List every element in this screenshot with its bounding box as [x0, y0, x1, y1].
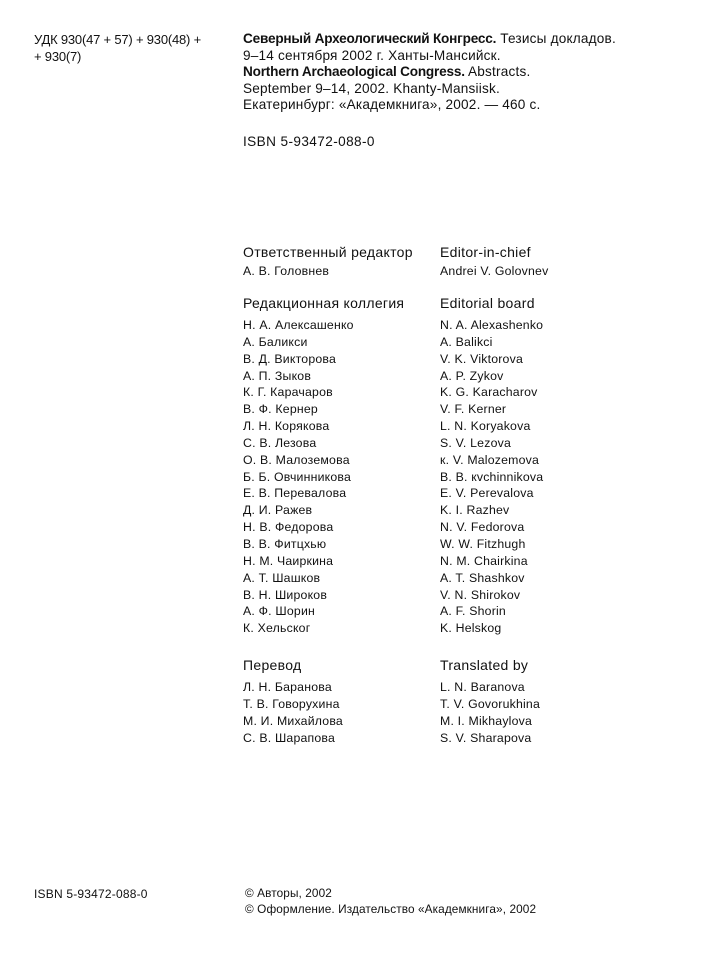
udk-line-1: УДК 930(47 + 57) + 930(48) + [34, 32, 201, 47]
board-member-en: K. I. Razhev [440, 503, 510, 518]
translation-list-ru [243, 679, 343, 746]
board-heading-ru: Редакционная коллегия [243, 295, 405, 311]
board-member-en: V. F. Kerner [440, 402, 507, 417]
board-member-ru: А. Т. Шашков [243, 570, 321, 585]
board-member-en: A. T. Shashkov [440, 570, 525, 585]
board-member-en: K. Helskog [440, 621, 502, 636]
board-member-en: A. Balikci [440, 334, 493, 349]
board-member-ru: Е. В. Перевалова [243, 486, 347, 501]
biblio-subtitle-ru: Тезисы докладов. [496, 31, 616, 46]
translator-ru: М. И. Михайлова [243, 713, 343, 728]
copyright-authors: © Авторы, 2002 [245, 886, 332, 900]
board-member-ru: О. В. Малоземова [243, 452, 350, 467]
copyright-design: © Оформление. Издательство «Академкнига», 2002 [245, 902, 537, 916]
board-member-en: S. V. Lezova [440, 435, 511, 450]
translation-heading-ru: Перевод [243, 657, 302, 673]
board-member-ru: Н. А. Алексашенко [243, 318, 354, 332]
board-member-ru: К. Хельског [243, 621, 311, 636]
board-member-en: V. N. Shirokov [440, 587, 521, 602]
board-member-ru: С. В. Лезова [243, 435, 317, 450]
editor-heading-ru: Ответственный редактор [243, 244, 413, 260]
biblio-dates-en: September 9–14, 2002. Khanty-Mansiisk. [243, 80, 500, 96]
board-member-en: N. V. Fedorova [440, 520, 525, 535]
board-member-en: N. A. Alexashenko [440, 318, 544, 332]
editor-name-ru: А. В. Головнев [243, 264, 330, 278]
board-member-ru: В. В. Фитцхью [243, 536, 327, 551]
biblio-subtitle-en: Abstracts. [464, 64, 531, 79]
biblio-title-ru-line [243, 31, 703, 48]
board-member-en: N. M. Chairkina [440, 553, 528, 568]
board-list-en [440, 317, 543, 637]
editor-items-en [440, 263, 548, 280]
translator-ru: С. В. Шарапова [243, 730, 336, 745]
board-member-ru: Н. М. Чаиркина [243, 553, 334, 568]
board-member-en: B. B. кvchinnikova [440, 469, 544, 484]
board-member-en: A. F. Shorin [440, 604, 506, 619]
board-member-ru: А. Ф. Шорин [243, 604, 316, 619]
board-member-ru: Н. В. Федорова [243, 520, 334, 535]
board-member-ru: В. Д. Викторова [243, 351, 337, 366]
board-member-ru: А. Баликси [243, 334, 308, 349]
biblio-dates-ru: 9–14 сентября 2002 г. Ханты-Мансийск. [243, 47, 501, 63]
translator-ru: Л. Н. Баранова [243, 680, 332, 694]
board-member-ru: Д. И. Ражев [243, 503, 313, 518]
board-member-ru: А. П. Зыков [243, 368, 312, 383]
board-member-ru: К. Г. Карачаров [243, 385, 333, 400]
bibliographic-record [243, 31, 703, 114]
translation-list-en [440, 679, 540, 746]
translator-ru: Т. В. Говорухина [243, 696, 340, 711]
board-member-ru: В. Н. Широков [243, 587, 328, 602]
editor-heading-en: Editor-in-chief [440, 244, 531, 260]
board-member-en: K. G. Karacharov [440, 385, 538, 400]
translator-en: M. I. Mikhaylova [440, 713, 533, 728]
board-member-ru: Б. Б. Овчинникова [243, 469, 352, 484]
biblio-title-en-line [243, 64, 703, 81]
board-member-en: W. W. Fitzhugh [440, 536, 526, 551]
isbn-top: ISBN 5-93472-088-0 [243, 134, 375, 149]
board-member-ru: В. Ф. Кернер [243, 402, 318, 417]
biblio-title-en: Northern Archaeological Congress. [243, 64, 465, 79]
board-heading-en: Editorial board [440, 295, 535, 311]
board-member-en: L. N. Koryakova [440, 419, 531, 434]
board-member-en: к. V. Malozemova [440, 452, 540, 467]
translator-en: S. V. Sharapova [440, 730, 532, 745]
board-member-en: E. V. Perevalova [440, 486, 534, 501]
isbn-footer: ISBN 5-93472-088-0 [34, 887, 148, 901]
editor-items-ru [243, 263, 329, 280]
biblio-publisher: Екатеринбург: «Академкнига», 2002. — 460 с. [243, 97, 541, 112]
editor-name-en: Andrei V. Golovnev [440, 264, 549, 278]
biblio-title-ru: Северный Археологический Конгресс. [243, 31, 497, 46]
translation-heading-en: Translated by [440, 657, 529, 673]
board-list-ru [243, 317, 354, 637]
udk-line-2: + 930(7) [34, 49, 82, 64]
udk-classification [34, 31, 201, 65]
board-member-en: V. K. Viktorova [440, 351, 523, 366]
board-member-en: A. P. Zykov [440, 368, 504, 383]
translator-en: L. N. Baranova [440, 680, 525, 694]
translator-en: T. V. Govorukhina [440, 696, 541, 711]
board-member-ru: Л. Н. Корякова [243, 419, 330, 434]
copyright-notice [245, 885, 536, 917]
